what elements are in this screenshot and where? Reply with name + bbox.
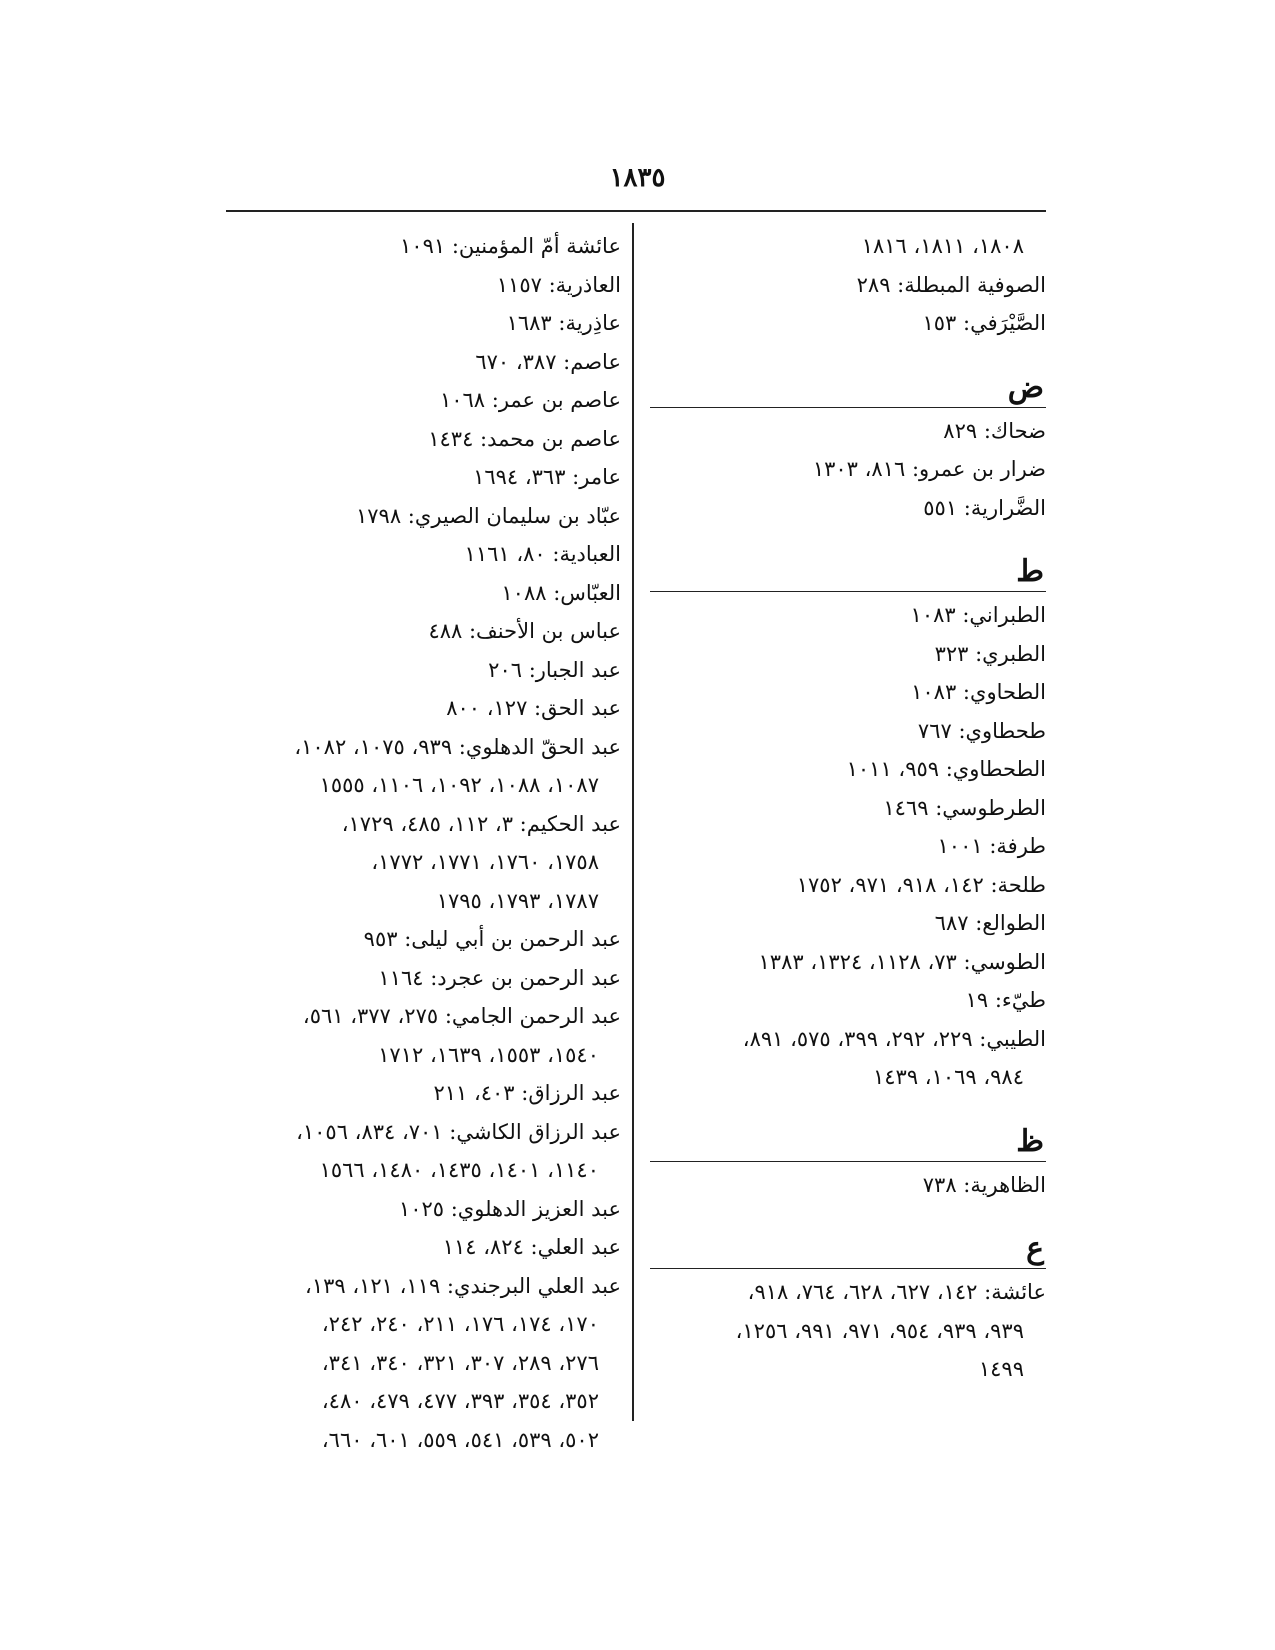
index-entry: عباس بن الأحنف: ٤٨٨ [428,619,621,643]
index-entry-continuation: ١٨٠٨، ١٨١١، ١٨١٦ [861,234,1024,258]
index-entry: ضرار بن عمرو: ٨١٦، ١٣٠٣ [812,457,1046,481]
section-letter: ط [1016,554,1044,589]
index-entry: عبد العزيز الدهلوي: ١٠٢٥ [398,1196,621,1221]
index-entry-continuation: ١٠٨٧، ١٠٨٨، ١٠٩٢، ١١٠٦، ١٥٥٥ [319,773,599,797]
index-entry: الظاهرية: ٧٣٨ [922,1172,1046,1197]
section-rule [650,1268,1046,1269]
index-entry: عبد الرزاق: ٤٠٣، ٢١١ [433,1081,621,1105]
index-entry: الطوسي: ٧٣، ١١٢٨، ١٣٢٤، ١٣٨٣ [758,949,1046,974]
index-entry: الطوالع: ٦٨٧ [934,911,1046,935]
index-entry: عبد الحكيم: ٣، ١١٢، ٤٨٥، ١٧٢٩، [341,811,621,836]
index-entry: عبّاد بن سليمان الصيري: ١٧٩٨ [356,503,621,528]
header-rule [226,210,1046,212]
index-entry: طحطاوي: ٧٦٧ [917,718,1046,743]
index-entry: عبد الحق: ١٢٧، ٨٠٠ [446,696,621,720]
index-entry: العبادية: ٨٠، ١١٦١ [464,542,621,566]
index-entry: عبد الجبار: ٢٠٦ [488,657,621,682]
column-divider [632,223,634,1421]
index-entry: عبد الحقّ الدهلوي: ٩٣٩، ١٠٧٥، ١٠٨٢، [294,734,621,759]
index-entry: عبد الرحمن بن عجرد: ١١٦٤ [378,965,621,990]
index-entry-continuation: ١٥٤٠، ١٥٥٣، ١٦٣٩، ١٧١٢ [378,1042,599,1067]
index-entry: الطيبي: ٢٢٩، ٢٩٢، ٣٩٩، ٥٧٥، ٨٩١، [742,1026,1046,1051]
index-entry: عاصم بن عمر: ١٠٦٨ [439,388,621,412]
index-entry: عبد الرحمن بن أبي ليلى: ٩٥٣ [363,927,621,951]
index-entry: عائشة أمّ المؤمنين: ١٠٩١ [400,234,621,258]
index-entry: عامر: ٣٦٣، ١٦٩٤ [473,465,621,489]
index-entry: طيّء: ١٩ [965,988,1046,1012]
index-entry: الطحطاوي: ٩٥٩، ١٠١١ [846,757,1046,781]
index-entry-continuation: ٣٥٢، ٣٥٤، ٣٩٣، ٤٧٧، ٤٧٩، ٤٨٠، [321,1389,599,1413]
index-entry: العبّاس: ١٠٨٨ [501,580,621,605]
index-entry: عبد العلي البرجندي: ١١٩، ١٢١، ١٣٩، [305,1273,621,1298]
index-section-za [650,1117,1046,1205]
index-entry: عبد الرحمن الجامي: ٢٧٥، ٣٧٧، ٥٦١، [302,1004,621,1028]
index-entry: الطحاوي: ١٠٨٣ [911,680,1046,704]
index-entry-continuation: ١٧٥٨، ١٧٦٠، ١٧٧١، ١٧٧٢، [371,850,599,874]
index-entry-continuation: ٩٨٤، ١٠٦٩، ١٤٣٩ [873,1065,1024,1089]
index-entry-continuation: ١٧٠، ١٧٤، ١٧٦، ٢١١، ٢٤٠، ٢٤٢، [321,1312,599,1336]
index-entry: الطبراني: ١٠٨٣ [910,603,1046,627]
index-column-left [226,227,621,1459]
index-entry: طلحة: ١٤٢، ٩١٨، ٩٧١، ١٧٥٢ [796,872,1046,897]
index-entry: الضَّرارية: ٥٥١ [923,495,1046,520]
section-rule [650,591,1046,592]
index-entry: ضحاك: ٨٢٩ [943,418,1046,443]
index-entry-continuation: ٢٧٦، ٢٨٩، ٣٠٧، ٣٢١، ٣٤٠، ٣٤١، [321,1350,599,1375]
index-entry: عاصم: ٣٨٧، ٦٧٠ [475,349,621,374]
index-entry: طرفة: ١٠٠١ [937,834,1046,858]
index-entry-continuation: ١٤٩٩ [978,1357,1024,1381]
index-entry: الطرطوسي: ١٤٦٩ [883,795,1046,820]
index-entry: الصَّيْرَفي: ١٥٣ [922,311,1046,335]
section-letter: ض [1007,369,1044,405]
index-entry-continuation: ٥٠٢، ٥٣٩، ٥٤١، ٥٥٩، ٦٠١، ٦٦٠، [321,1427,599,1452]
section-rule [650,1161,1046,1162]
section-letter: ع [1026,1231,1044,1266]
index-section-ain [650,1224,1046,1389]
index-entry-continuation: ٩٣٩، ٩٣٩، ٩٥٤، ٩٧١، ٩٩١، ١٢٥٦، [735,1318,1024,1343]
index-entry: عاذِرية: ١٦٨٣ [506,311,621,335]
section-letter: ظ [1016,1123,1044,1159]
index-entry: الطبري: ٣٢٣ [934,641,1046,666]
index-entry-continuation: ١١٤٠، ١٤٠١، ١٤٣٥، ١٤٨٠، ١٥٦٦ [319,1158,599,1182]
index-entry: عائشة: ١٤٢، ٦٢٧، ٦٢٨، ٧٦٤، ٩١٨، [747,1280,1046,1304]
index-entry-continuation: ١٧٨٧، ١٧٩٣، ١٧٩٥ [436,888,599,913]
index-section-ta [650,547,1046,1097]
index-entry: عبد العلي: ٨٢٤، ١١٤ [442,1235,621,1259]
index-entry: عاصم بن محمد: ١٤٣٤ [428,426,621,451]
section-rule [650,407,1046,408]
index-section-dad [650,363,1046,528]
page-number: ١٨٣٥ [609,163,666,193]
index-entry: الصوفية المبطلة: ٢٨٩ [856,272,1046,297]
index-entry: العاذرية: ١١٥٧ [496,272,621,297]
index-column-right [650,227,1046,1391]
index-entry: عبد الرزاق الكاشي: ٧٠١، ٨٣٤، ١٠٥٦، [296,1119,621,1144]
